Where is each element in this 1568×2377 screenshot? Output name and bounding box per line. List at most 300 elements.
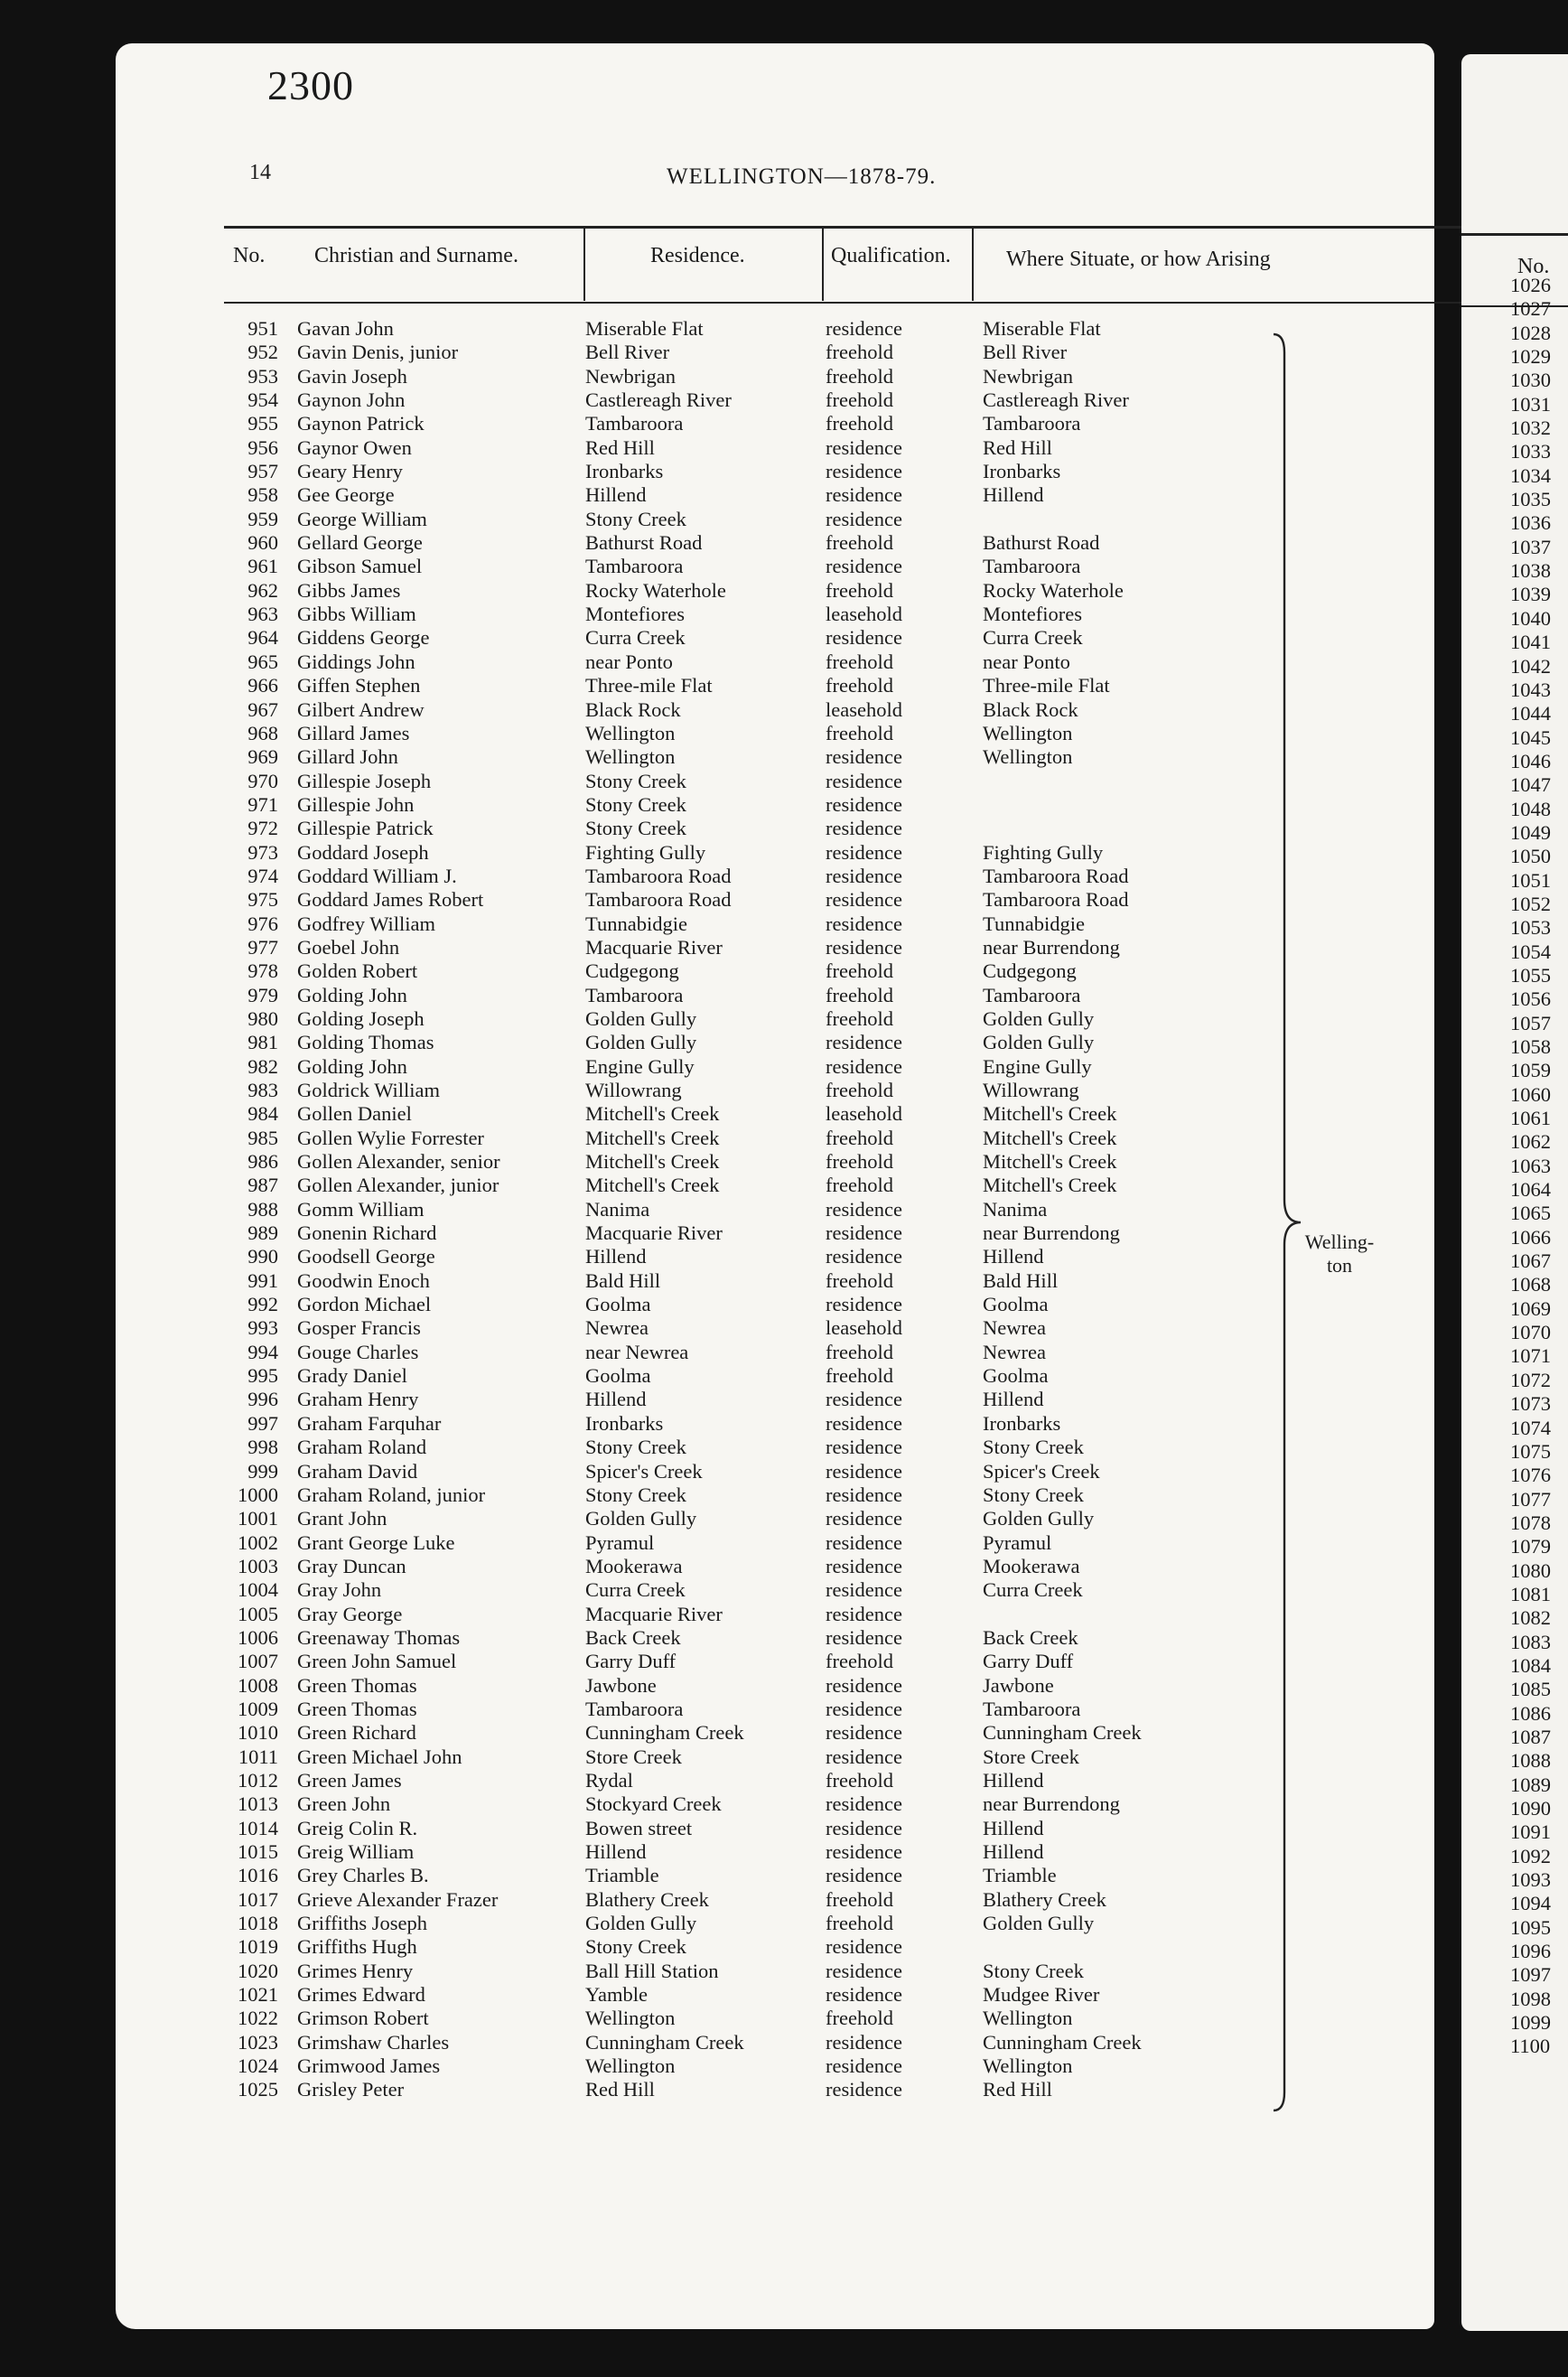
elector-name: Goebel John <box>297 935 400 959</box>
entry-number: 1024 <box>238 2054 278 2078</box>
residence: Mitchell's Creek <box>585 1126 720 1149</box>
residence: Wellington <box>585 745 676 769</box>
next-page-entry-number: 1047 <box>1510 773 1551 797</box>
page-number: 14 <box>249 161 271 184</box>
next-page-entry-number: 1074 <box>1510 1416 1551 1439</box>
next-page-entry-number: 1026 <box>1510 274 1551 296</box>
qualification: residence <box>826 483 902 507</box>
register-rows <box>116 317 1434 2102</box>
qualification: residence <box>826 1602 902 1625</box>
entry-number: 1007 <box>238 1650 278 1673</box>
next-page-entry-number: 1039 <box>1510 583 1551 606</box>
table-row <box>116 1031 1434 1054</box>
next-page-entry-number: 1098 <box>1510 1987 1551 2010</box>
residence: Wellington <box>585 721 676 744</box>
qualification: residence <box>826 1197 902 1221</box>
elector-name: Golding John <box>297 1054 407 1078</box>
residence: Ironbarks <box>585 460 664 483</box>
table-row <box>116 1007 1434 1031</box>
entry-number: 1020 <box>238 1959 278 1982</box>
where-situate: Golden Gully <box>983 1507 1095 1530</box>
entry-number: 979 <box>247 983 278 1006</box>
residence: Macquarie River <box>585 1221 723 1245</box>
table-row <box>116 1650 1434 1673</box>
entry-number: 968 <box>247 721 278 744</box>
elector-name: Green Thomas <box>297 1697 417 1720</box>
qualification: residence <box>826 912 902 935</box>
residence: Tambaroora Road <box>585 888 732 912</box>
entry-number: 970 <box>247 769 278 792</box>
qualification: residence <box>826 1959 902 1982</box>
residence: Stony Creek <box>585 792 686 816</box>
next-page-entry-number: 1027 <box>1510 297 1551 321</box>
table-row <box>116 2031 1434 2054</box>
table-row <box>116 1412 1434 1436</box>
residence: Black Rock <box>585 697 681 721</box>
entry-number: 1003 <box>238 1554 278 1577</box>
qualification: freehold <box>826 674 893 697</box>
table-row <box>116 1531 1434 1555</box>
residence: Spicer's Creek <box>585 1459 703 1483</box>
next-page-entry-number: 1035 <box>1510 488 1551 511</box>
header-residence: Residence. <box>650 244 745 267</box>
qualification: residence <box>826 1388 902 1411</box>
folio-stamp: 2300 <box>267 62 354 108</box>
table-row <box>116 1792 1434 1816</box>
residence: Willowrang <box>585 1079 682 1101</box>
table-row <box>116 698 1434 722</box>
next-page-entry-number: 1097 <box>1510 1963 1551 1987</box>
where-situate: Cunningham Creek <box>983 2030 1142 2054</box>
elector-name: Gomm William <box>297 1197 425 1221</box>
table-row <box>116 1935 1434 1959</box>
residence: Goolma <box>585 1364 651 1388</box>
where-situate: Wellington <box>983 745 1073 769</box>
where-situate: Spicer's Creek <box>983 1459 1100 1483</box>
running-title: WELLINGTON—1878-79. <box>667 164 937 189</box>
qualification: residence <box>826 864 902 887</box>
elector-name: Grady Daniel <box>297 1364 407 1388</box>
entry-number: 1023 <box>238 2030 278 2054</box>
qualification: residence <box>826 888 902 912</box>
residence: Curra Creek <box>585 626 686 650</box>
residence: Tambaroora <box>585 983 684 1006</box>
entry-number: 1016 <box>238 1864 278 1887</box>
elector-name: Grimshaw Charles <box>297 2030 450 2054</box>
where-situate: Golden Gully <box>983 1031 1095 1054</box>
table-row <box>116 531 1434 555</box>
elector-name: Greig Colin R. <box>297 1816 418 1839</box>
residence: Bowen street <box>585 1816 693 1839</box>
next-page-entry-number: 1099 <box>1510 2011 1551 2035</box>
table-row <box>116 984 1434 1007</box>
residence: Mitchell's Creek <box>585 1102 720 1126</box>
residence: Curra Creek <box>585 1578 686 1602</box>
qualification: freehold <box>826 959 893 983</box>
entry-number: 977 <box>247 935 278 959</box>
qualification: residence <box>826 1840 902 1863</box>
where-situate: Mitchell's Creek <box>983 1174 1117 1197</box>
table-row <box>116 770 1434 793</box>
entry-number: 1019 <box>238 1935 278 1959</box>
where-situate: Ironbarks <box>983 460 1061 483</box>
table-row <box>116 555 1434 578</box>
next-page-entry-number: 1028 <box>1510 321 1551 344</box>
entry-number: 1005 <box>238 1602 278 1625</box>
elector-name: Green Richard <box>297 1721 416 1745</box>
next-page-entry-number: 1034 <box>1510 463 1551 487</box>
where-situate: Jawbone <box>983 1673 1054 1697</box>
elector-name: Gibson Samuel <box>297 555 423 578</box>
elector-name: Gollen Alexander, senior <box>297 1150 500 1174</box>
elector-name: Green John Samuel <box>297 1650 457 1673</box>
entry-number: 983 <box>247 1079 278 1101</box>
elector-name: Graham Roland, junior <box>297 1483 486 1506</box>
where-situate: Wellington <box>983 721 1073 744</box>
qualification: freehold <box>826 1126 893 1149</box>
table-row <box>116 626 1434 650</box>
residence: Stony Creek <box>585 769 686 792</box>
table-row <box>116 1221 1434 1245</box>
next-page-entry-number: 1037 <box>1510 535 1551 558</box>
next-page-entry-number: 1072 <box>1510 1368 1551 1391</box>
where-situate: Fighting Gully <box>983 840 1104 864</box>
qualification: freehold <box>826 650 893 673</box>
table-row <box>116 1745 1434 1769</box>
next-page-entry-number: 1068 <box>1510 1273 1551 1296</box>
table-row <box>116 412 1434 435</box>
entry-number: 953 <box>247 364 278 388</box>
qualification: freehold <box>826 364 893 388</box>
next-page-entry-number: 1051 <box>1510 868 1551 892</box>
residence: Cudgegong <box>585 959 679 983</box>
qualification: freehold <box>826 983 893 1006</box>
table-row <box>116 865 1434 888</box>
residence: Rydal <box>585 1768 633 1792</box>
entry-number: 1012 <box>238 1768 278 1792</box>
table-row <box>116 745 1434 769</box>
residence: Wellington <box>585 2007 676 2030</box>
residence: Store Creek <box>585 1745 682 1768</box>
residence: Bell River <box>585 341 670 364</box>
next-page-entry-number: 1083 <box>1510 1630 1551 1653</box>
where-situate: Wellington <box>983 2007 1073 2030</box>
elector-name: Gibbs James <box>297 578 401 602</box>
qualification: residence <box>826 1245 902 1268</box>
entry-number: 1018 <box>238 1912 278 1935</box>
residence: near Ponto <box>585 650 673 673</box>
elector-name: Gavan John <box>297 317 394 340</box>
elector-name: Grimwood James <box>297 2054 441 2078</box>
next-page-entry-number: 1085 <box>1510 1678 1551 1701</box>
elector-name: Grey Charles B. <box>297 1864 429 1887</box>
elector-name: Godfrey William <box>297 912 436 935</box>
where-situate: Back Creek <box>983 1625 1078 1649</box>
qualification: residence <box>826 1745 902 1768</box>
residence: Rocky Waterhole <box>585 578 726 602</box>
where-situate: Goolma <box>983 1364 1049 1388</box>
elector-name: Griffiths Hugh <box>297 1935 417 1959</box>
entry-number: 951 <box>247 317 278 340</box>
residence: Hillend <box>585 483 647 507</box>
where-situate: Mitchell's Creek <box>983 1102 1117 1126</box>
elector-name: Gaynor Owen <box>297 435 412 459</box>
table-row <box>116 959 1434 983</box>
elector-name: Giddens George <box>297 626 430 650</box>
where-situate: Pyramul <box>983 1530 1052 1554</box>
table-row <box>116 1388 1434 1411</box>
residence: Garry Duff <box>585 1650 677 1673</box>
table-row <box>116 1698 1434 1721</box>
next-page-entry-number: 1066 <box>1510 1225 1551 1249</box>
qualification: residence <box>826 1625 902 1649</box>
header-qualification: Qualification. <box>831 244 951 267</box>
elector-name: Gillespie John <box>297 792 415 816</box>
entry-number: 959 <box>247 507 278 530</box>
qualification: freehold <box>826 1268 893 1292</box>
qualification: residence <box>826 840 902 864</box>
elector-name: Goodwin Enoch <box>297 1268 430 1292</box>
next-page-numbers <box>1461 274 1568 2059</box>
residence: Golden Gully <box>585 1912 697 1935</box>
residence: Golden Gully <box>585 1031 697 1054</box>
where-situate: Blathery Creek <box>983 1887 1106 1911</box>
elector-name: Greig William <box>297 1840 415 1863</box>
header-no: No. <box>233 244 266 267</box>
residence: Tambaroora <box>585 555 684 578</box>
where-situate: Rocky Waterhole <box>983 578 1124 602</box>
elector-name: Gordon Michael <box>297 1293 432 1316</box>
where-situate: Willowrang <box>983 1079 1079 1101</box>
table-row <box>116 722 1434 745</box>
residence: Fighting Gully <box>585 840 706 864</box>
qualification: freehold <box>826 1768 893 1792</box>
entry-number: 1011 <box>238 1745 278 1768</box>
qualification: residence <box>826 460 902 483</box>
table-row <box>116 436 1434 460</box>
residence: Triamble <box>585 1864 659 1887</box>
next-page-entry-number: 1062 <box>1510 1130 1551 1154</box>
next-page-entry-number: 1048 <box>1510 797 1551 820</box>
residence: Stony Creek <box>585 1935 686 1959</box>
qualification: residence <box>826 1816 902 1839</box>
entry-number: 995 <box>247 1364 278 1388</box>
table-row <box>116 1603 1434 1626</box>
entry-number: 1006 <box>238 1625 278 1649</box>
where-situate: Mookerawa <box>983 1554 1080 1577</box>
next-page-entry-number: 1038 <box>1510 559 1551 583</box>
where-situate: Golden Gully <box>983 1006 1095 1030</box>
qualification: residence <box>826 1293 902 1316</box>
elector-name: Green Thomas <box>297 1673 417 1697</box>
elector-name: Green John <box>297 1792 391 1816</box>
table-row <box>116 1460 1434 1483</box>
elector-name: Gollen Wylie Forrester <box>297 1126 484 1149</box>
entry-number: 967 <box>247 697 278 721</box>
where-situate: Cunningham Creek <box>983 1721 1142 1745</box>
qualification: residence <box>826 1721 902 1745</box>
next-page-entry-number: 1056 <box>1510 987 1551 1011</box>
qualification: freehold <box>826 1912 893 1935</box>
next-page-entry-number: 1086 <box>1510 1701 1551 1725</box>
entry-number: 958 <box>247 483 278 507</box>
next-page-entry-number: 1090 <box>1510 1797 1551 1820</box>
entry-number: 986 <box>247 1150 278 1174</box>
entry-number: 981 <box>247 1031 278 1054</box>
entry-number: 990 <box>247 1245 278 1268</box>
where-situate: Cudgegong <box>983 959 1077 983</box>
where-situate: Tambaroora Road <box>983 888 1129 912</box>
table-row <box>116 1817 1434 1840</box>
residence: Tambaroora Road <box>585 864 732 887</box>
residence: Castlereagh River <box>585 388 732 412</box>
entry-number: 984 <box>247 1102 278 1126</box>
table-row <box>116 1269 1434 1293</box>
table-row <box>116 579 1434 603</box>
elector-name: Greenaway Thomas <box>297 1625 461 1649</box>
entry-number: 960 <box>247 531 278 555</box>
residence: Golden Gully <box>585 1507 697 1530</box>
entry-number: 962 <box>247 578 278 602</box>
residence: Mookerawa <box>585 1554 683 1577</box>
elector-name: Griffiths Joseph <box>297 1912 427 1935</box>
where-situate: Hillend <box>983 1840 1044 1863</box>
where-situate: Red Hill <box>983 435 1052 459</box>
qualification: freehold <box>826 341 893 364</box>
elector-name: Goddard William J. <box>297 864 457 887</box>
column-separator <box>972 229 974 301</box>
elector-name: Gaynon Patrick <box>297 412 425 435</box>
where-situate: Curra Creek <box>983 1578 1083 1602</box>
where-situate: Tambaroora <box>983 1697 1081 1720</box>
qualification: residence <box>826 1221 902 1245</box>
entry-number: 1021 <box>238 1983 278 2007</box>
elector-name: Goddard Joseph <box>297 840 429 864</box>
next-page-entry-number: 1060 <box>1510 1082 1551 1106</box>
residence: Bald Hill <box>585 1268 661 1292</box>
residence: Tambaroora <box>585 412 684 435</box>
where-situate: Bell River <box>983 341 1068 364</box>
next-page-entry-number: 1041 <box>1510 631 1551 654</box>
table-row <box>116 1840 1434 1864</box>
where-situate: Store Creek <box>983 1745 1079 1768</box>
table-row <box>116 317 1434 341</box>
next-page-entry-number: 1082 <box>1510 1606 1551 1630</box>
table-row <box>116 388 1434 412</box>
where-situate: Tambaroora <box>983 412 1081 435</box>
entry-number: 975 <box>247 888 278 912</box>
elector-name: Goldrick William <box>297 1079 441 1101</box>
qualification: residence <box>826 1935 902 1959</box>
table-row <box>116 1079 1434 1102</box>
residence: Newbrigan <box>585 364 676 388</box>
table-row <box>116 1364 1434 1388</box>
where-situate: Hillend <box>983 1245 1044 1268</box>
qualification: residence <box>826 769 902 792</box>
next-page-entry-number: 1061 <box>1510 1107 1551 1130</box>
next-page-entry-number: 1063 <box>1510 1154 1551 1177</box>
where-situate: Newrea <box>983 1340 1046 1363</box>
elector-name: Golding Joseph <box>297 1006 425 1030</box>
qualification: residence <box>826 817 902 840</box>
right-brace <box>1270 332 1306 2112</box>
entry-number: 961 <box>247 555 278 578</box>
qualification: residence <box>826 2054 902 2078</box>
elector-name: Golding Thomas <box>297 1031 434 1054</box>
where-situate: Newbrigan <box>983 364 1073 388</box>
table-row <box>116 1127 1434 1150</box>
where-situate: near Burrendong <box>983 935 1120 959</box>
header-name: Christian and Surname. <box>314 244 518 267</box>
qualification: residence <box>826 1411 902 1435</box>
elector-name: Grieve Alexander Frazer <box>297 1887 499 1911</box>
entry-number: 964 <box>247 626 278 650</box>
qualification: leasehold <box>826 1102 902 1126</box>
qualification: residence <box>826 1483 902 1506</box>
elector-name: Gray George <box>297 1602 403 1625</box>
next-page-entry-number: 1091 <box>1510 1820 1551 1844</box>
next-page-entry-number: 1044 <box>1510 702 1551 725</box>
residence: Stony Creek <box>585 817 686 840</box>
entry-number: 996 <box>247 1388 278 1411</box>
entry-number: 1009 <box>238 1697 278 1720</box>
residence: Stockyard Creek <box>585 1792 722 1816</box>
entry-number: 1022 <box>238 2007 278 2030</box>
entry-number: 991 <box>247 1268 278 1292</box>
next-page-entry-number: 1036 <box>1510 511 1551 535</box>
table-row <box>116 2054 1434 2078</box>
where-situate: Hillend <box>983 483 1044 507</box>
entry-number: 1010 <box>238 1721 278 1745</box>
entry-number: 998 <box>247 1436 278 1459</box>
next-page-edge <box>1461 54 1568 2331</box>
elector-name: Gillespie Patrick <box>297 817 434 840</box>
residence: Cunningham Creek <box>585 1721 744 1745</box>
residence: near Newrea <box>585 1340 689 1363</box>
elector-name: Goodsell George <box>297 1245 435 1268</box>
next-page-entry-number: 1100 <box>1510 2035 1551 2058</box>
table-row <box>116 1721 1434 1745</box>
elector-name: Grimes Henry <box>297 1959 414 1982</box>
next-page-entry-number: 1032 <box>1510 416 1551 440</box>
elector-name: Gouge Charles <box>297 1340 419 1363</box>
qualification: freehold <box>826 1887 893 1911</box>
table-row <box>116 1674 1434 1698</box>
residence: Cunningham Creek <box>585 2030 744 2054</box>
residence: Wellington <box>585 2054 676 2078</box>
residence: Newrea <box>585 1316 649 1340</box>
table-row <box>116 365 1434 388</box>
elector-name: Grant John <box>297 1507 387 1530</box>
table-row <box>116 1864 1434 1887</box>
qualification: residence <box>826 1578 902 1602</box>
elector-name: Gilbert Andrew <box>297 697 425 721</box>
entry-number: 982 <box>247 1054 278 1078</box>
residence: Ball Hill Station <box>585 1959 719 1982</box>
table-row <box>116 1055 1434 1079</box>
next-page-entry-number: 1069 <box>1510 1296 1551 1320</box>
table-row <box>116 1245 1434 1268</box>
residence: Bathurst Road <box>585 531 703 555</box>
residence: Macquarie River <box>585 935 723 959</box>
next-page-entry-number: 1077 <box>1510 1487 1551 1511</box>
next-page-entry-number: 1067 <box>1510 1249 1551 1273</box>
where-situate: Three-mile Flat <box>983 674 1110 697</box>
residence: Montefiores <box>585 603 685 626</box>
next-page-entry-number: 1052 <box>1510 892 1551 915</box>
where-situate: Engine Gully <box>983 1054 1092 1078</box>
entry-number: 963 <box>247 603 278 626</box>
